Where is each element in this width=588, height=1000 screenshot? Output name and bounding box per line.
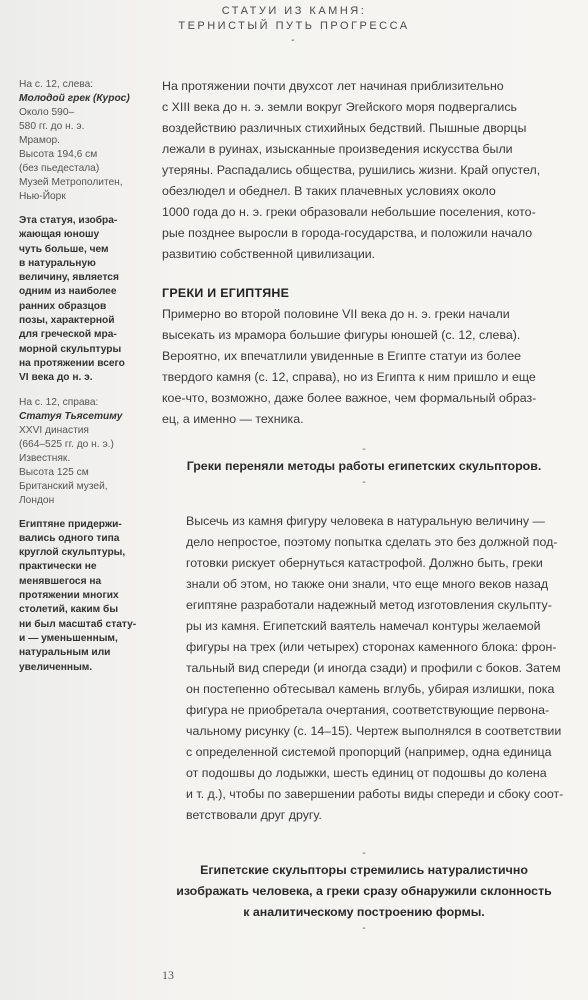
text-line: с XIII века до н. э. земли вокруг Эгейского моря подвергались bbox=[162, 100, 517, 114]
text-line: кое-что, возможно, даже более важное, чем формальный образ- bbox=[162, 391, 537, 405]
text-line: ец, а именно — техника. bbox=[162, 412, 304, 426]
text-line: Египтяне придержи- bbox=[19, 518, 122, 530]
text-line: с определенной системой пропорций (например, одна единица bbox=[186, 745, 552, 759]
sidebar-note-egypt bbox=[19, 518, 149, 675]
page-number: 13 bbox=[162, 968, 174, 982]
text-line: круглой скульптуры, bbox=[19, 547, 126, 559]
text-line: практически не bbox=[19, 561, 97, 573]
text-line: На протяжении почти двухсот лет начиная приблизительно bbox=[162, 79, 504, 93]
caption-ref: На с. 12, справа: bbox=[19, 396, 99, 408]
header-line-1: СТАТУИ ИЗ КАМНЯ: bbox=[221, 5, 367, 17]
text-line: утеряны. Распадались общества, рушились жизни. Край опустел, bbox=[162, 163, 541, 177]
text-line: ни был масштаб стату- bbox=[19, 618, 137, 630]
text-line: ры из камня. Египетский ваятель намечал контуры желаемой bbox=[186, 619, 541, 633]
text-line: ранних образцов bbox=[19, 300, 107, 312]
text-line: египтяне разработали надежный метод изготовления скульпту- bbox=[186, 598, 552, 612]
paragraph-intro bbox=[162, 76, 566, 265]
text-line: воздействию различных стихийных бедствий. Пышные дворцы bbox=[162, 121, 527, 135]
caption-title: Молодой грек (Курос) bbox=[19, 93, 130, 104]
text-line: дело непростое, поэтому попытка сделать это без должной под- bbox=[186, 535, 558, 549]
text-line: Около 590– bbox=[19, 107, 75, 118]
separator: - bbox=[362, 848, 366, 859]
text-line: (без пьедестала) bbox=[19, 163, 100, 174]
caption-tjasetimu bbox=[19, 396, 149, 508]
text-line: в натуральную bbox=[19, 257, 96, 269]
separator: - bbox=[362, 477, 366, 488]
text-line: натуральным или bbox=[19, 647, 111, 659]
text-line: на протяжении всего bbox=[19, 357, 125, 369]
text-line: тальный вид спереди (и иногда сзади) и профили с боков. Затем bbox=[186, 661, 561, 675]
text-line: морной скульптуры bbox=[19, 343, 122, 355]
text-line: величину, является bbox=[19, 272, 119, 284]
text-line: твердого камня (с. 12, справа), но из Египта к ним пришло и еще bbox=[162, 370, 536, 384]
text-line: 580 гг. до н. э. bbox=[19, 121, 85, 132]
text-line: высекать из мрамора большие фигуры юношей (с. 12, слева). bbox=[162, 328, 521, 342]
text-line: Лондон bbox=[19, 494, 55, 506]
text-line: жающая юношу bbox=[19, 229, 100, 241]
text-line: Египетские скульпторы стремились натуралистично bbox=[200, 863, 528, 877]
main-text bbox=[162, 76, 566, 935]
text-line: и — уменьшенным, bbox=[19, 632, 118, 644]
separator: - bbox=[362, 444, 366, 455]
text-line: Мрамор. bbox=[19, 135, 60, 146]
text-line: ветствовали друг другу. bbox=[186, 808, 322, 822]
section-heading: ГРЕКИ И ЕГИПТЯНЕ bbox=[162, 286, 290, 300]
text-line: XXVI династия bbox=[19, 424, 89, 436]
text-line: фигуры на трех (или четырех) сторонах каменного блока: фрон- bbox=[186, 640, 557, 654]
text-line: VI века до н. э. bbox=[19, 372, 93, 384]
caption-ref: На с. 12, слева: bbox=[19, 79, 94, 90]
text-line: Высота 194,6 см bbox=[19, 149, 98, 160]
text-line: Вероятно, их впечатлили увиденные в Египте статуи из более bbox=[162, 349, 522, 363]
text-line: знали об этом, но также они знали, что еще много веков назад bbox=[186, 577, 549, 591]
text-line: от подошвы до лодыжки, шесть единиц от подошвы до колена bbox=[186, 766, 547, 780]
header-line-2: ТЕРНИСТЫЙ ПУТЬ ПРОГРЕССА bbox=[178, 20, 410, 32]
caption-details bbox=[19, 424, 149, 508]
sidebar-captions bbox=[19, 78, 149, 685]
text-line: чальному рисунку (с. 14–15). Чертеж выполнялся в соответствии bbox=[186, 724, 562, 738]
text-line: столетий, каким бы bbox=[19, 604, 119, 616]
text-line: увеличенным. bbox=[19, 661, 93, 673]
sidebar-note-kouros bbox=[19, 214, 149, 386]
text-line: Британский музей, bbox=[19, 480, 108, 492]
text-line: фигура не приобретала очертания, соответствующие первона- bbox=[186, 703, 550, 717]
text-line: позы, характерной bbox=[19, 315, 115, 327]
text-line: готовки рискует обернуться катастрофой. Должно быть, греки bbox=[186, 556, 543, 570]
text-line: и т. д.), чтобы по завершении работы виды спереди и сбоку соот- bbox=[186, 787, 564, 801]
text-line: Музей Метрополитен, bbox=[19, 177, 123, 188]
text-line: лежали в руинах, изысканные произведения искусства были bbox=[162, 142, 513, 156]
text-line: Высечь из камня фигуру человека в натуральную величину — bbox=[186, 514, 545, 528]
text-line: он постепенно обтесывал камень вглубь, убирая излишки, пока bbox=[186, 682, 555, 696]
caption-title: Статуя Тьясетиму bbox=[19, 410, 123, 422]
text-line: для греческой мра- bbox=[19, 329, 117, 341]
paragraph-technique bbox=[162, 511, 566, 826]
running-header bbox=[0, 4, 588, 46]
separator: - bbox=[362, 923, 366, 934]
text-line: Известняк. bbox=[19, 452, 71, 464]
caption-kouros bbox=[19, 78, 149, 204]
text-line: обезлюдел и обеднел. В таких плачевных условиях около bbox=[162, 184, 496, 198]
text-line: одним из наиболее bbox=[19, 286, 117, 298]
text-line: Высота 125 см bbox=[19, 466, 89, 478]
text-line: протяжении многих bbox=[19, 590, 119, 602]
text-line: (664–525 гг. до н. э.) bbox=[19, 438, 114, 450]
pull-quote-2 bbox=[162, 860, 566, 923]
text-line: Нью-Йорк bbox=[19, 191, 66, 202]
paragraph-greeks-egyptians bbox=[162, 304, 566, 430]
text-line: к аналитическому построению формы. bbox=[243, 905, 485, 919]
text-line: 1000 года до н. э. греки образовали небольшие поселения, кото- bbox=[162, 205, 536, 219]
text-line: рые позднее выросли в города-государства, и положили начало bbox=[162, 226, 533, 240]
text-line: вались одного типа bbox=[19, 532, 120, 544]
text-line: менявшегося на bbox=[19, 575, 102, 587]
text-line: изображать человека, а греки сразу обнаружили склонность bbox=[176, 884, 552, 898]
pull-quote-1: Греки переняли методы работы египетских скульпторов. bbox=[186, 459, 542, 473]
text-line: Эта статуя, изобра- bbox=[19, 215, 118, 226]
text-line: чуть больше, чем bbox=[19, 243, 109, 255]
header-dash: - bbox=[291, 35, 297, 46]
caption-details bbox=[19, 106, 149, 204]
text-line: развитию собственной цивилизации. bbox=[162, 247, 376, 261]
text-line: Примерно во второй половине VII века до н. э. греки начали bbox=[162, 307, 510, 321]
